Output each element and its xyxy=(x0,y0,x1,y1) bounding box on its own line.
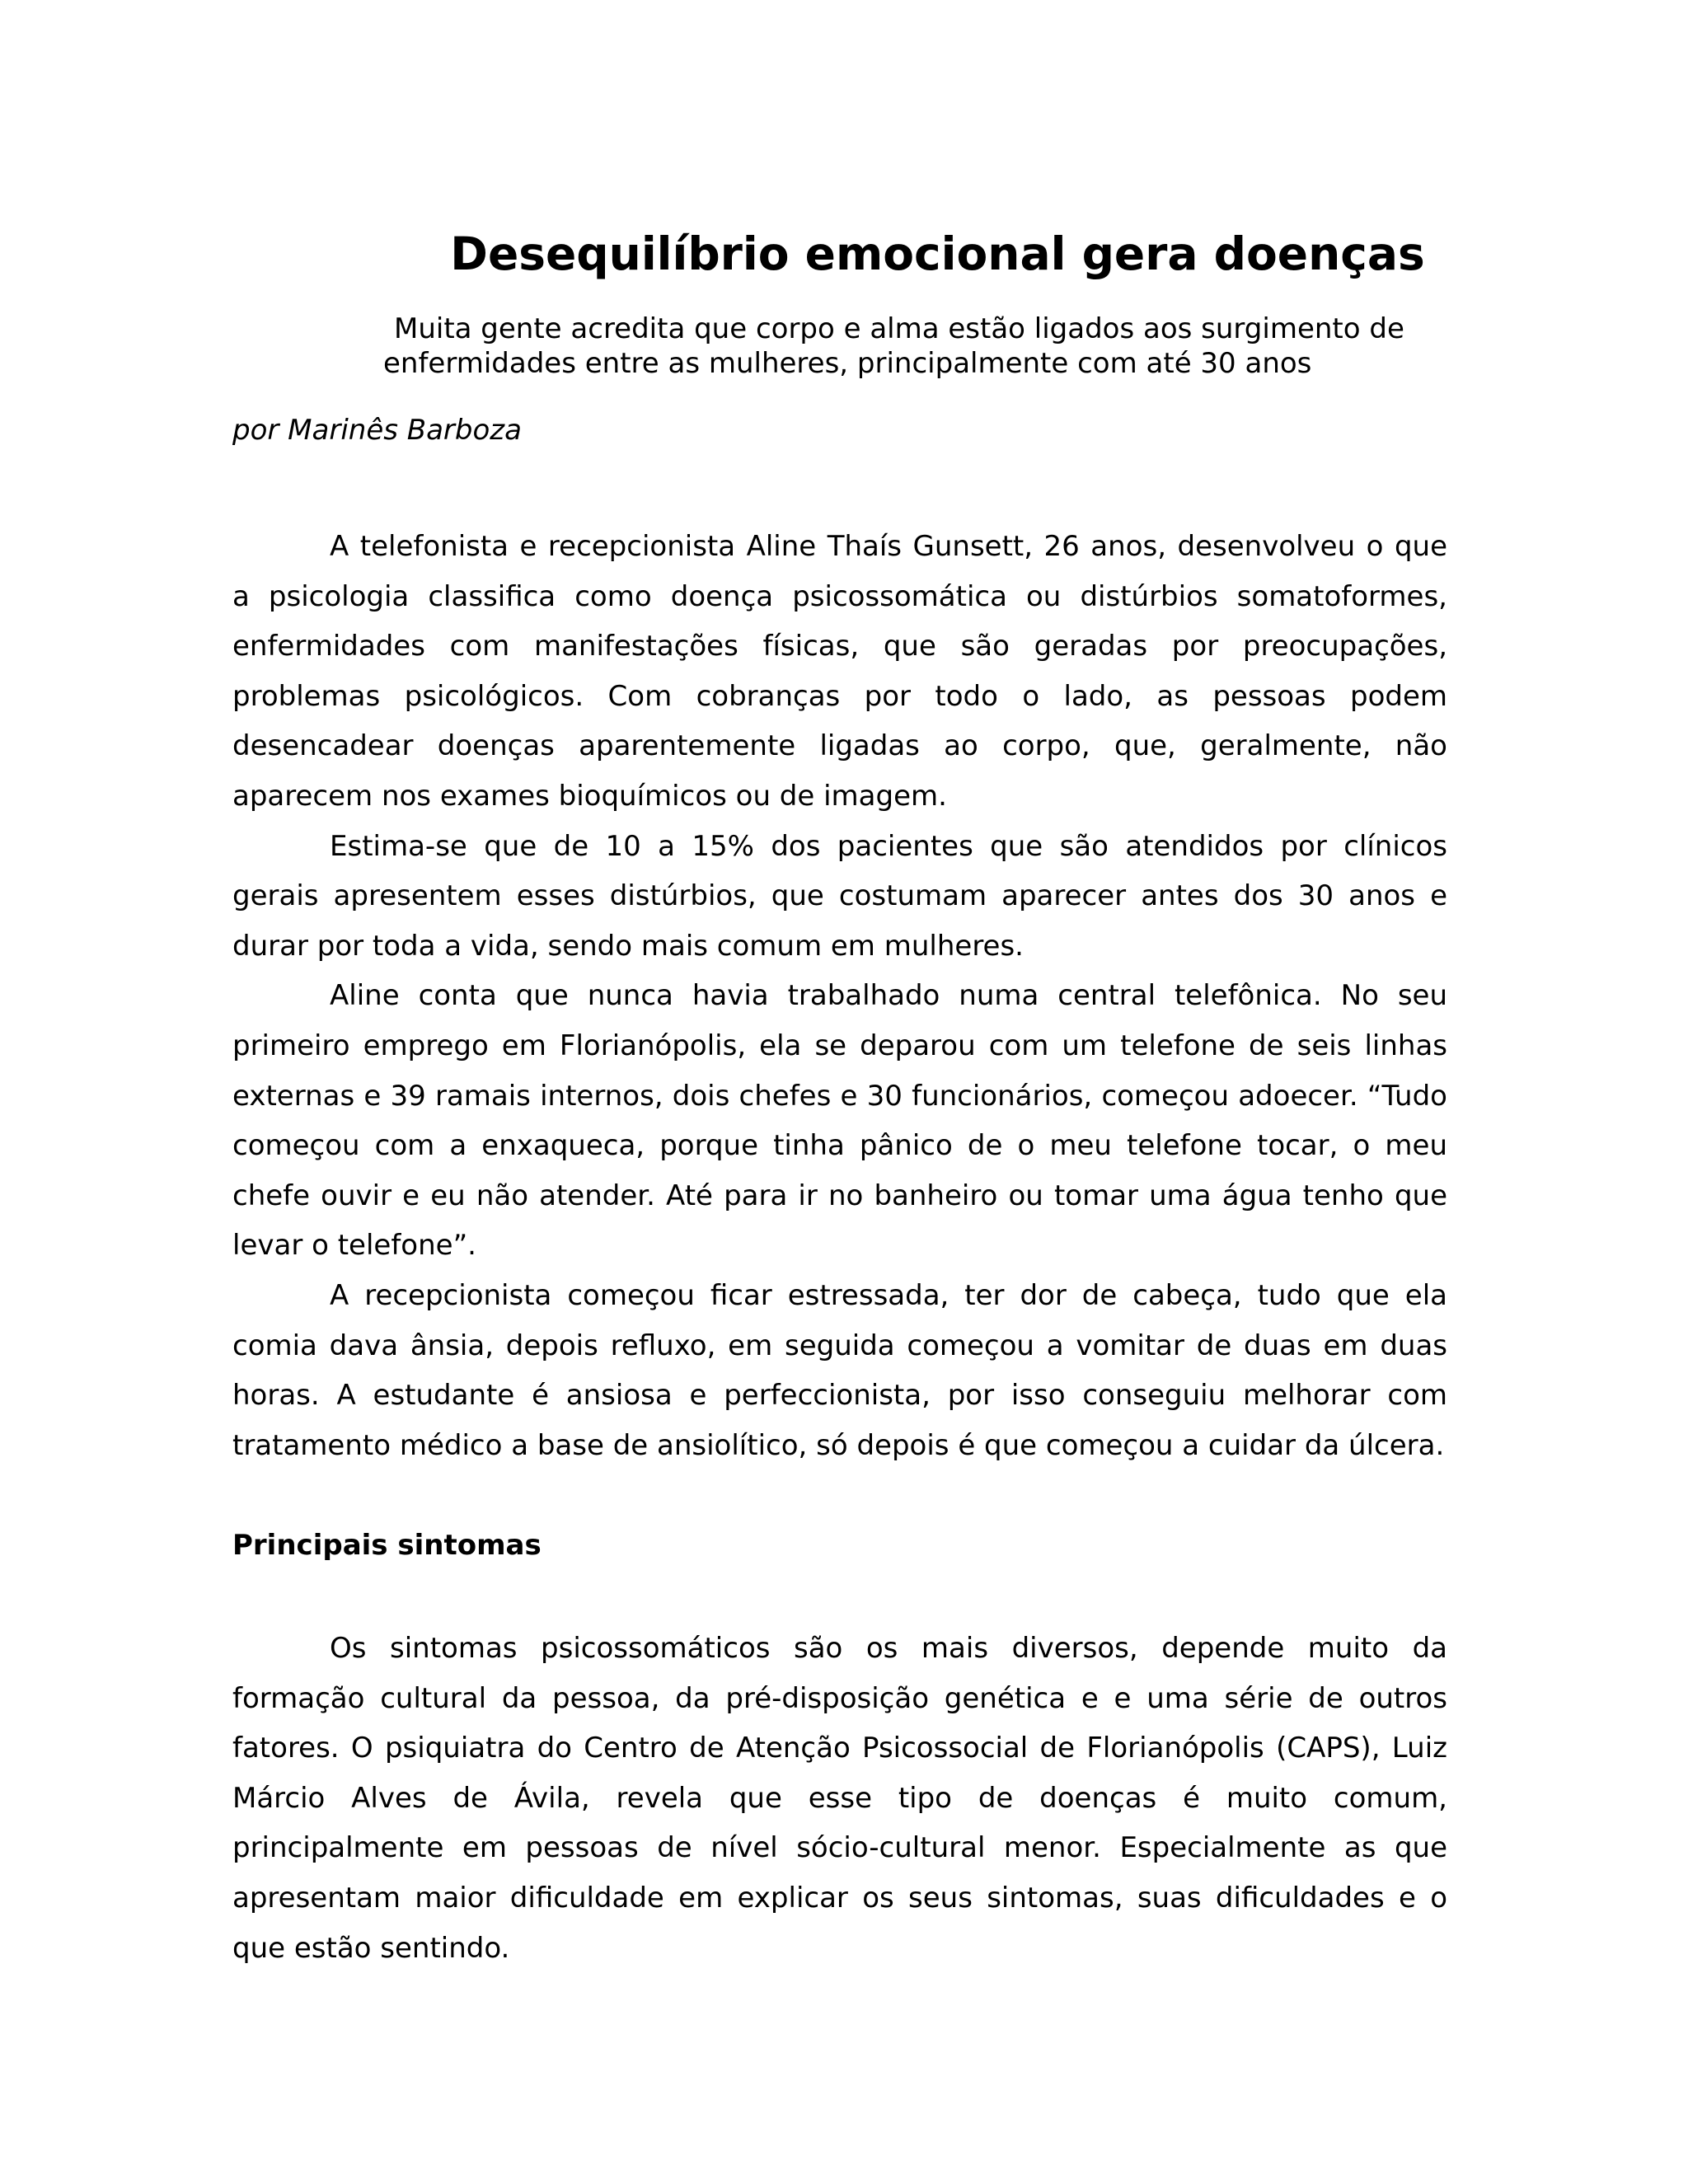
section-heading: Principais sintomas xyxy=(232,1529,542,1562)
body-paragraph: A telefonista e recepcionista Aline Thaís Gunsett, 26 anos, desenvolveu o que a psicologia classifica como doença psicossomática ou distúrbios somatoformes, enfermidades com manifestações físicas, que são geradas por preocupações, problemas psicológicos. Com cobranças por todo o lado, as pessoas podem desencadear doenças aparentemente ligadas ao corpo, que, geralmente, não aparecem nos exames bioquímicos ou de imagem. xyxy=(232,530,1447,813)
article-subtitle xyxy=(383,312,1488,381)
body-paragraph: Aline conta que nunca havia trabalhado numa central telefônica. No seu primeiro emprego em Florianópolis, ela se deparou com um telefone de seis linhas externas e 39 ramais internos, dois chefes e 30 funcionários, começou adoecer. “Tudo começou com a enxaqueca, porque tinha pânico de o meu telefone tocar, o meu chefe ouvir e eu não atender. Até para ir no banheiro ou tomar uma água tenho que levar o telefone”. xyxy=(232,979,1447,1263)
section-body xyxy=(232,1624,1447,1973)
article-byline: por Marinês Barboza xyxy=(232,414,522,447)
section-paragraph: Os sintomas psicossomáticos são os mais diversos, depende muito da formação cultural da pessoa, da pré-disposição genética e e uma série de outros fatores. O psiquiatra do Centro de Atenção Psicossocial de Florianópolis (CAPS), Luiz Márcio Alves de Ávila, revela que esse tipo de doenças é muito comum, principalmente em pessoas de nível sócio-cultural menor. Especialmente as que apresentam maior dificuldade em explicar os seus sintomas, suas dificuldades e o que estão sentindo. xyxy=(232,1632,1447,1965)
body-paragraph: Estima-se que de 10 a 15% dos pacientes que são atendidos por clínicos gerais apresentem esses distúrbios, que costumam aparecer antes dos 30 anos e durar por toda a vida, sendo mais comum em mulheres. xyxy=(232,829,1447,963)
article-body xyxy=(232,522,1447,1470)
subtitle-line-2: enfermidades entre as mulheres, principalmente com até 30 anos xyxy=(383,347,1312,380)
subtitle-line-1: Muita gente acredita que corpo e alma estão ligados aos surgimento de xyxy=(394,312,1404,345)
article-title: Desequilíbrio emocional gera doenças xyxy=(450,227,1425,280)
body-paragraph: A recepcionista começou ficar estressada, ter dor de cabeça, tudo que ela comia dava ânsia, depois refluxo, em seguida começou a vomitar de duas em duas horas. A estudante é ansiosa e perfeccionista, por isso conseguiu melhorar com tratamento médico a base de ansiolítico, só depois é que começou a cuidar da úlcera. xyxy=(232,1278,1447,1462)
